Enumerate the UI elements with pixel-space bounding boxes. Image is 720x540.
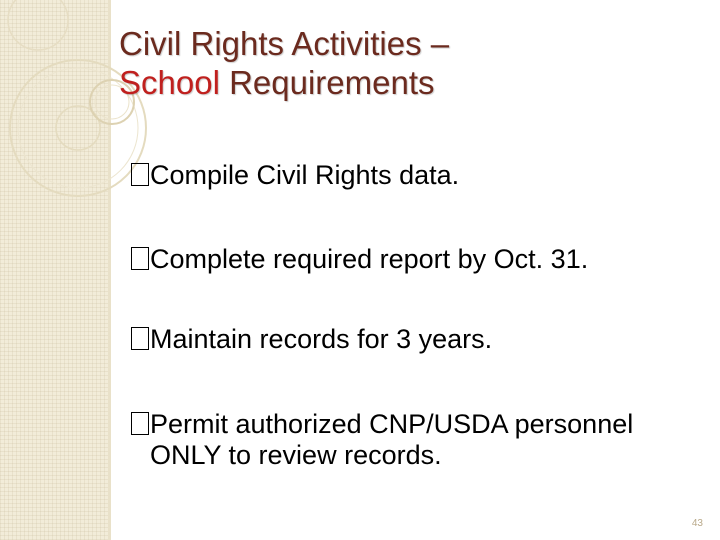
slide-title — [119, 24, 449, 102]
page-number: 43 — [691, 518, 703, 529]
title-accent-word: School — [119, 64, 220, 101]
bullet-box-icon — [131, 163, 149, 186]
bullet-item — [131, 160, 701, 191]
bullet-continuation-text: ONLY to review records. — [150, 440, 442, 470]
bullet-item — [131, 324, 701, 355]
bullet-box-icon — [131, 247, 149, 270]
bullet-box-icon — [131, 327, 149, 350]
bullet-text: Permit authorized CNP/USDA personnel — [150, 409, 634, 439]
bullet-box-icon — [131, 412, 149, 435]
bullet-item — [131, 409, 701, 471]
bullet-text: Compile Civil Rights data. — [150, 160, 460, 190]
bullet-text: Maintain records for 3 years. — [150, 324, 493, 354]
title-line-2-rest: Requirements — [219, 64, 435, 101]
bullet-text: Complete required report by Oct. 31. — [150, 244, 589, 274]
title-line-1: Civil Rights Activities – — [119, 25, 450, 62]
bullet-item — [131, 244, 701, 275]
title-line-2 — [119, 63, 449, 102]
